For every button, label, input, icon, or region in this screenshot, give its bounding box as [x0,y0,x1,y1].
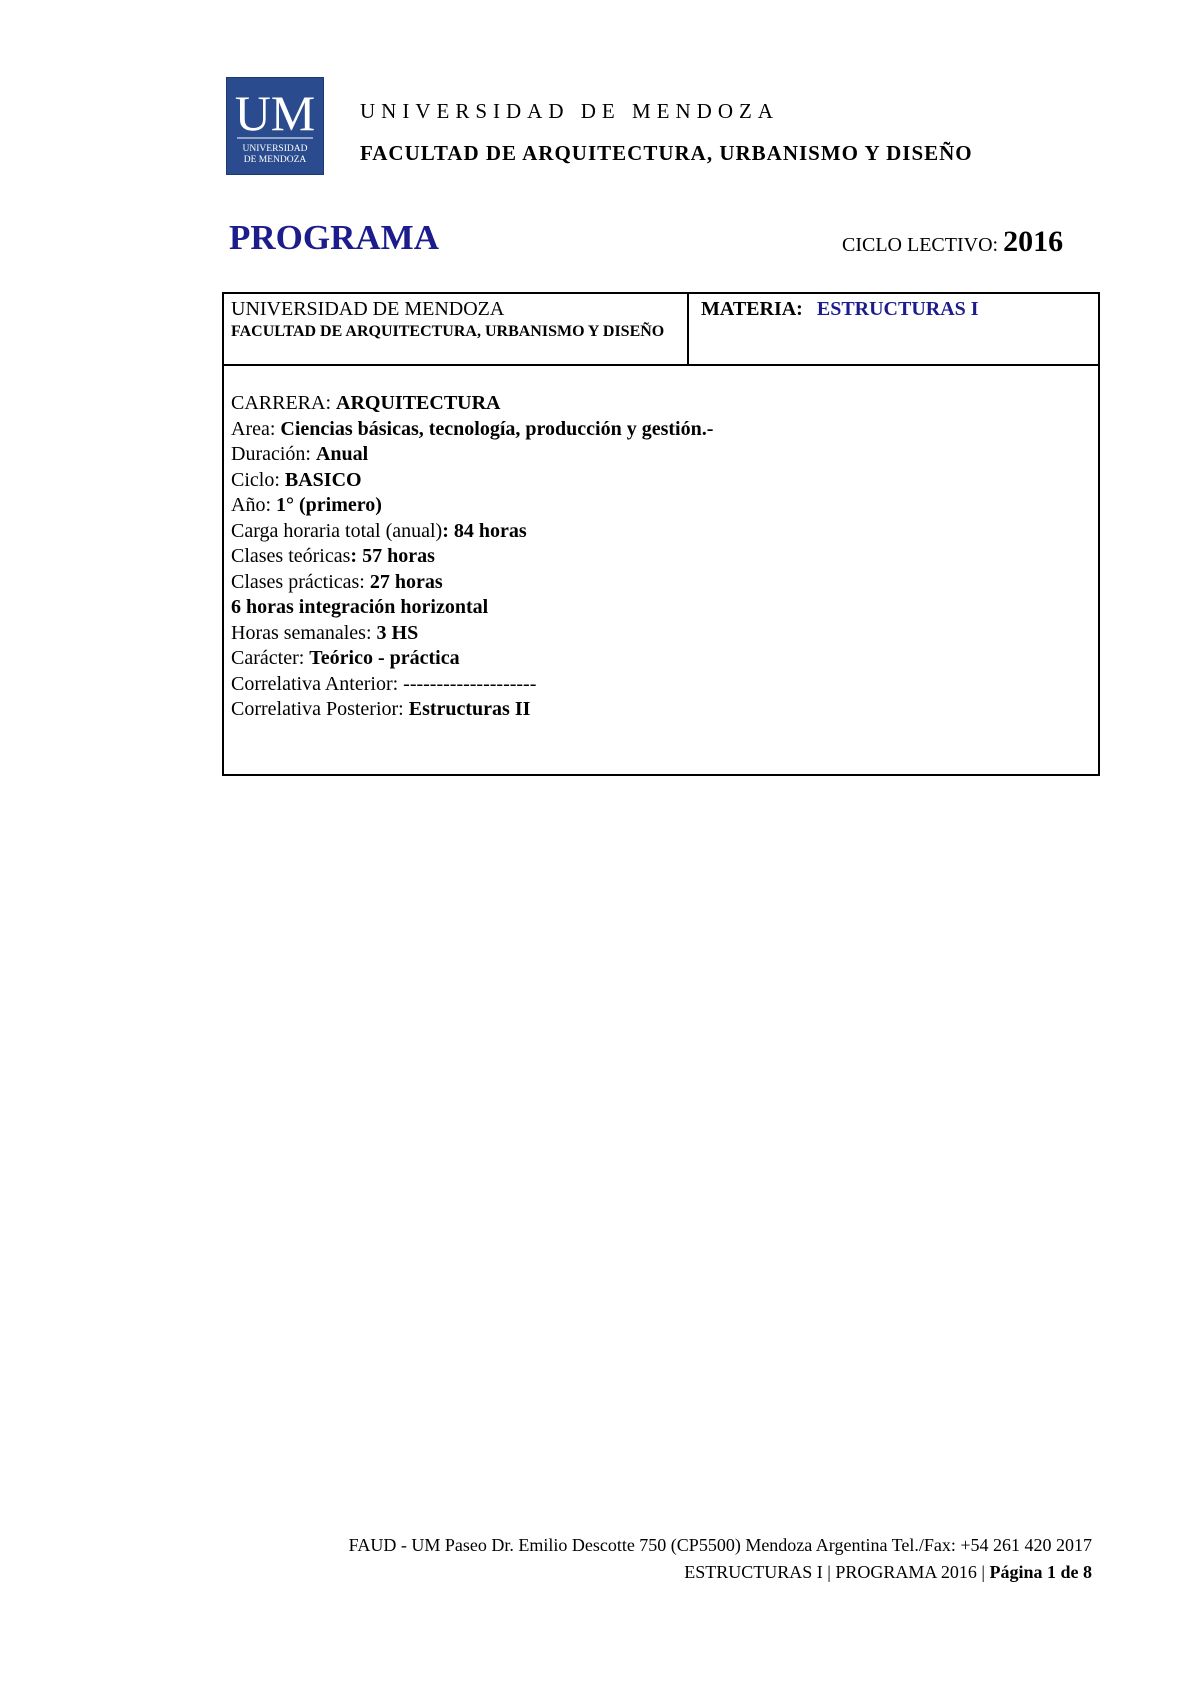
detail-row [231,468,713,494]
detail-row [231,493,713,519]
detail-value: 3 HS [376,621,419,644]
detail-row [231,519,713,545]
detail-value: : 57 horas [350,545,435,567]
ciclo-lectivo [842,225,1063,259]
footer-page-label: Página [989,1562,1047,1582]
detail-row [231,391,713,417]
page-title: PROGRAMA [229,218,439,257]
university-logo [226,77,324,175]
detail-row [231,697,713,723]
logo-line2: DE MENDOZA [243,155,307,165]
detail-label: Horas semanales: [231,621,377,644]
detail-label: Area: [231,417,281,440]
detail-label: Carácter: [231,647,310,669]
detail-label: Duración: [231,443,316,465]
detail-label: Año: [231,494,276,516]
footer-page-total: 8 [1083,1562,1092,1582]
faculty-name: FACULTAD DE ARQUITECTURA, URBANISMO Y DISEÑO [360,141,973,165]
detail-label: Clases prácticas: [231,570,370,593]
footer-page-info [684,1562,1092,1583]
detail-row [231,570,713,596]
detail-row [231,417,713,443]
ciclo-label: CICLO LECTIVO: [842,234,999,256]
detail-value: 27 horas [369,570,443,593]
detail-label: Correlativa Posterior: [231,698,409,720]
detail-value: 6 horas integración horizontal [231,596,489,618]
detail-value: 1° (primero) [276,494,382,516]
institution-cell [231,298,681,342]
table-divider-vertical [687,294,689,364]
detail-label: Ciclo: [231,468,285,491]
detail-label: Carga horaria total (anual) [231,519,443,542]
detail-row [231,672,713,698]
detail-label: CARRERA: [231,392,337,414]
footer-page-num: 1 [1047,1562,1056,1582]
detail-row [231,442,713,468]
detail-row [231,621,713,647]
institution-faculty: FACULTAD DE ARQUITECTURA, URBANISMO Y DISEÑO [231,323,665,340]
detail-value: Estructuras II [408,698,531,720]
detail-value: Anual [315,443,369,465]
logo-line1: UNIVERSIDAD [242,144,308,154]
program-table [222,292,1100,776]
materia-cell [701,298,979,321]
footer-address: FAUD - UM Paseo Dr. Emilio Descotte 750 (CP5500) Mendoza Argentina Tel./Fax: +54 261 420 2017 [348,1535,1092,1555]
detail-value: Ciencias básicas, tecnología, producción y gestión.- [280,417,714,440]
materia-value: ESTRUCTURAS I [816,298,979,320]
materia-label: MATERIA: [701,298,803,320]
detail-row [231,595,713,621]
detail-row [231,544,713,570]
table-divider-horizontal [224,364,1098,366]
program-details [231,391,713,723]
footer-program: ESTRUCTURAS I | PROGRAMA 2016 | [684,1562,990,1582]
detail-value: : 84 horas [442,519,527,542]
logo-graphic [227,78,323,174]
detail-value: Teórico - práctica [309,647,460,669]
detail-label: Correlativa Anterior: -------------------- [231,672,537,695]
detail-label: Clases teóricas [231,545,351,567]
institution-university: UNIVERSIDAD DE MENDOZA [231,298,505,320]
detail-value: ARQUITECTURA [336,392,501,414]
ciclo-year: 2016 [1003,225,1064,258]
logo-mark: UM [234,85,316,141]
detail-value: BASICO [284,468,362,491]
detail-row [231,646,713,672]
footer-page-of: de [1056,1562,1083,1582]
university-name: UNIVERSIDAD DE MENDOZA [360,99,779,123]
